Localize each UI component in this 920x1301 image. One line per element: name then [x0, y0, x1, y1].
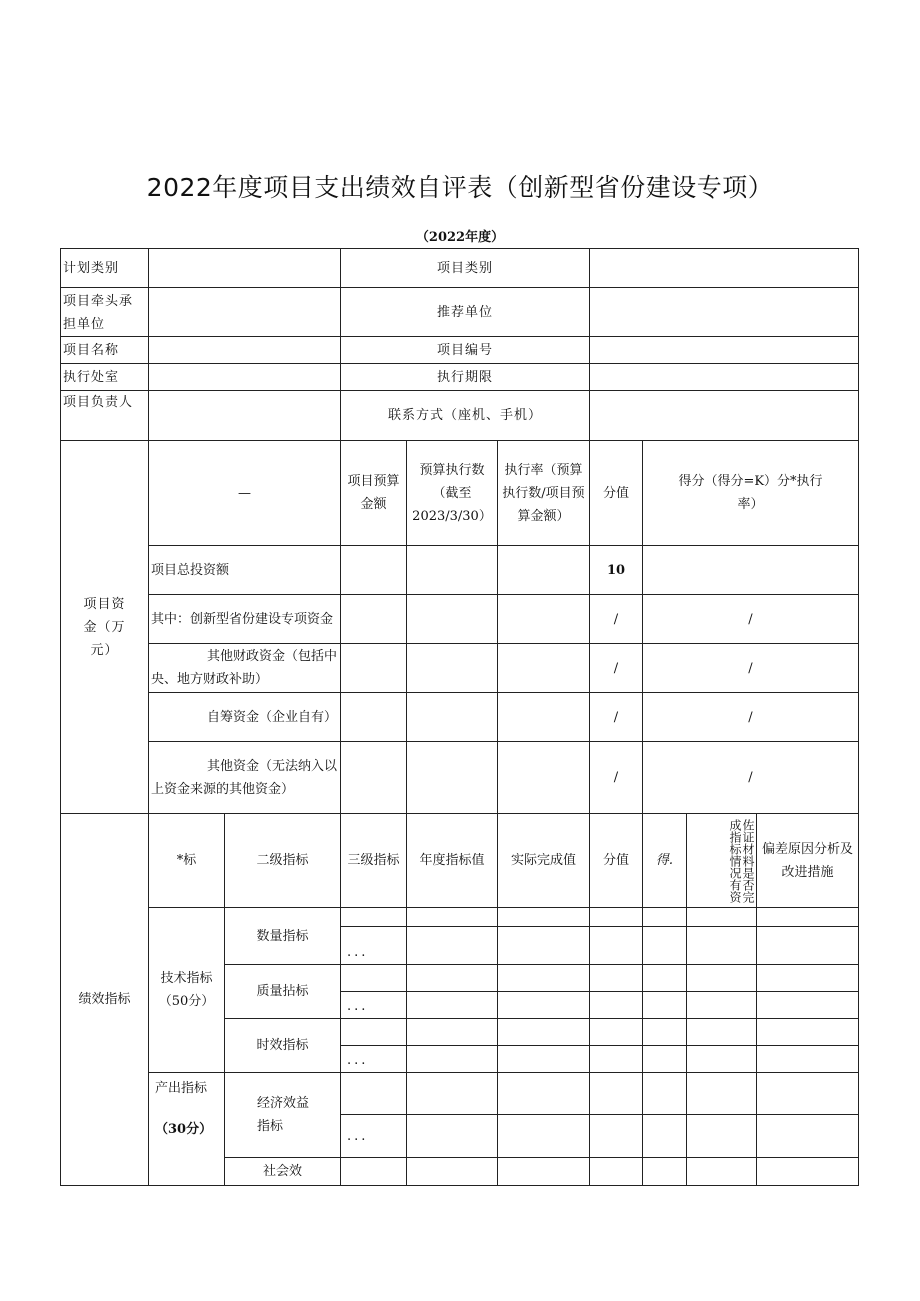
perf-cell — [589, 1045, 643, 1073]
perf-header-annual-target: 年度指标值 — [406, 813, 498, 908]
perf-output-group-title: 产出指标 — [155, 1081, 208, 1096]
funds-row-other-score: / — [642, 741, 859, 814]
funds-col-score-value: 分值 — [589, 440, 643, 546]
perf-cell — [589, 1157, 643, 1186]
perf-output-group-score: （30分） — [155, 1122, 213, 1137]
project-category-value — [589, 248, 859, 288]
page-subtitle: （2022年度） — [415, 230, 505, 245]
funds-row-fiscal-label: 其他财政资金（包括中央、地方财政补助） — [148, 643, 341, 693]
funds-row-total-exec — [406, 545, 498, 595]
funds-row-fiscal-rate — [497, 643, 590, 693]
funds-row-other-rate — [497, 741, 590, 814]
funds-row-fiscal-budget — [340, 643, 407, 693]
perf-cell — [686, 926, 757, 965]
perf-cell — [756, 1157, 859, 1186]
perf-quality-ellipsis: ... — [340, 991, 407, 1019]
perf-cell — [756, 926, 859, 965]
exec-period-value — [589, 363, 859, 391]
perf-cell — [406, 991, 498, 1019]
perf-tech-group: 技术指标（50分） — [148, 907, 225, 1073]
perf-cell — [340, 907, 407, 927]
perf-cell — [642, 907, 687, 927]
project-number-value — [589, 336, 859, 364]
perf-cell — [497, 964, 590, 992]
perf-cell — [340, 1018, 407, 1046]
perf-cell — [497, 1045, 590, 1073]
exec-office-label: 执行处室 — [60, 363, 149, 391]
recommend-unit-label: 推荐单位 — [340, 287, 590, 337]
perf-cell — [497, 1114, 590, 1158]
funds-row-fiscal-exec — [406, 643, 498, 693]
perf-cell — [406, 907, 498, 927]
perf-cell — [497, 1072, 590, 1115]
funds-row-special-rate — [497, 594, 590, 644]
perf-cell — [686, 1072, 757, 1115]
perf-cell — [497, 1157, 590, 1186]
funds-row-other-exec — [406, 741, 498, 814]
perf-cell — [642, 926, 687, 965]
perf-header-level2: 二级指标 — [224, 813, 341, 908]
recommend-unit-value — [589, 287, 859, 337]
funds-row-total-budget — [340, 545, 407, 595]
perf-social-label: 社会效 — [224, 1157, 341, 1186]
funds-row-fiscal-score: / — [642, 643, 859, 693]
funds-row-selfraised-rate — [497, 692, 590, 742]
funds-col-score: 得分（得分=K）分*执行率） — [642, 440, 859, 546]
perf-cell — [756, 1045, 859, 1073]
perf-economic-ellipsis: ... — [340, 1114, 407, 1158]
perf-cell — [686, 964, 757, 992]
funds-row-special-budget — [340, 594, 407, 644]
project-leader-label: 项目负责人 — [60, 390, 149, 441]
perf-economic-label: 经济效益指标 — [224, 1072, 341, 1158]
funds-row-selfraised-score-value: / — [589, 692, 643, 742]
perf-quantity-ellipsis: ... — [340, 926, 407, 965]
contact-value — [589, 390, 859, 441]
perf-cell — [340, 1157, 407, 1186]
funds-row-selfraised-label: 自筹资金（企业自有） — [148, 692, 341, 742]
perf-timeliness-ellipsis: ... — [340, 1045, 407, 1073]
funds-col-exec: 预算执行数（截至2023/3/30） — [406, 440, 498, 546]
funds-row-selfraised-budget — [340, 692, 407, 742]
funds-col-budget: 项目预算金额 — [340, 440, 407, 546]
perf-header-actual: 实际完成值 — [497, 813, 590, 908]
perf-cell — [686, 1157, 757, 1186]
perf-cell — [406, 926, 498, 965]
funds-row-special-score-value: / — [589, 594, 643, 644]
perf-cell — [642, 1114, 687, 1158]
project-name-label: 项目名称 — [60, 336, 149, 364]
perf-cell — [340, 964, 407, 992]
contact-label: 联系方式（座机、手机） — [340, 390, 590, 441]
perf-cell — [642, 964, 687, 992]
perf-cell — [340, 1072, 407, 1115]
perf-cell — [589, 1018, 643, 1046]
perf-cell — [406, 1045, 498, 1073]
perf-cell — [642, 991, 687, 1019]
funds-row-selfraised-score: / — [642, 692, 859, 742]
perf-cell — [756, 964, 859, 992]
page-title: 2022年度项目支出绩效自评表（创新型省份建设专项） — [146, 173, 774, 202]
funds-row-other-label: 其他资金（无法纳入以上资金来源的其他资金） — [148, 741, 341, 814]
perf-cell — [406, 1072, 498, 1115]
lead-unit-value — [148, 287, 341, 337]
perf-quantity-label: 数量指标 — [224, 907, 341, 965]
lead-unit-label: 项目牵头承担单位 — [60, 287, 149, 337]
perf-cell — [497, 926, 590, 965]
perf-header-deviation: 偏差原因分析及改进措施 — [756, 813, 859, 908]
funds-row-other-budget — [340, 741, 407, 814]
perf-cell — [756, 1114, 859, 1158]
funds-row-special-score: / — [642, 594, 859, 644]
funds-row-special-exec — [406, 594, 498, 644]
project-leader-value — [148, 390, 341, 441]
perf-cell — [497, 991, 590, 1019]
perf-cell — [642, 1157, 687, 1186]
perf-header-score-value: 分值 — [589, 813, 643, 908]
perf-cell — [756, 1072, 859, 1115]
exec-office-value — [148, 363, 341, 391]
perf-cell — [589, 991, 643, 1019]
perf-cell — [642, 1072, 687, 1115]
perf-header-level1: *标 — [148, 813, 225, 908]
perf-header-score: 得. — [642, 813, 687, 908]
perf-cell — [589, 926, 643, 965]
perf-cell — [589, 964, 643, 992]
perf-cell — [497, 1018, 590, 1046]
perf-cell — [756, 1018, 859, 1046]
perf-quality-label: 质量拈标 — [224, 964, 341, 1019]
perf-timeliness-label: 时效指标 — [224, 1018, 341, 1073]
perf-cell — [686, 1018, 757, 1046]
perf-cell — [406, 1114, 498, 1158]
perf-cell — [642, 1045, 687, 1073]
perf-cell — [589, 907, 643, 927]
perf-cell — [406, 1018, 498, 1046]
perf-cell — [497, 907, 590, 927]
perf-section-label: 绩效指标 — [60, 813, 149, 1186]
plan-category-label: 计划类别 — [60, 248, 149, 288]
perf-cell — [686, 1114, 757, 1158]
perf-cell — [406, 964, 498, 992]
perf-output-group — [148, 1072, 225, 1186]
funds-col-rate: 执行率（预算执行数/项目预算金额） — [497, 440, 590, 546]
project-number-label: 项目编号 — [340, 336, 590, 364]
perf-cell — [756, 991, 859, 1019]
perf-cell — [589, 1072, 643, 1115]
funds-row-fiscal-score-value: / — [589, 643, 643, 693]
perf-cell — [686, 907, 757, 927]
funds-row-other-score-value: / — [589, 741, 643, 814]
perf-cell — [686, 991, 757, 1019]
exec-period-label: 执行期限 — [340, 363, 590, 391]
funds-row-total-rate — [497, 545, 590, 595]
plan-category-value — [148, 248, 341, 288]
funds-row-special-label: 其中：创新型省份建设专项资金 — [148, 594, 341, 644]
project-category-label: 项目类别 — [340, 248, 590, 288]
perf-cell — [642, 1018, 687, 1046]
funds-section-label: 项目资金（万元） — [60, 440, 149, 814]
perf-cell — [406, 1157, 498, 1186]
perf-header-level3: 三级指标 — [340, 813, 407, 908]
perf-cell — [589, 1114, 643, 1158]
perf-cell — [756, 907, 859, 927]
funds-header-dash: — — [148, 440, 341, 546]
perf-header-evidence: 佐证材料是否完成指标情况有资 — [686, 813, 757, 908]
perf-cell — [686, 1045, 757, 1073]
funds-row-selfraised-exec — [406, 692, 498, 742]
project-name-value — [148, 336, 341, 364]
funds-row-total-label: 项目总投资额 — [148, 545, 341, 595]
funds-row-total-score-value: 10 — [589, 545, 643, 595]
funds-row-total-score — [642, 545, 859, 595]
